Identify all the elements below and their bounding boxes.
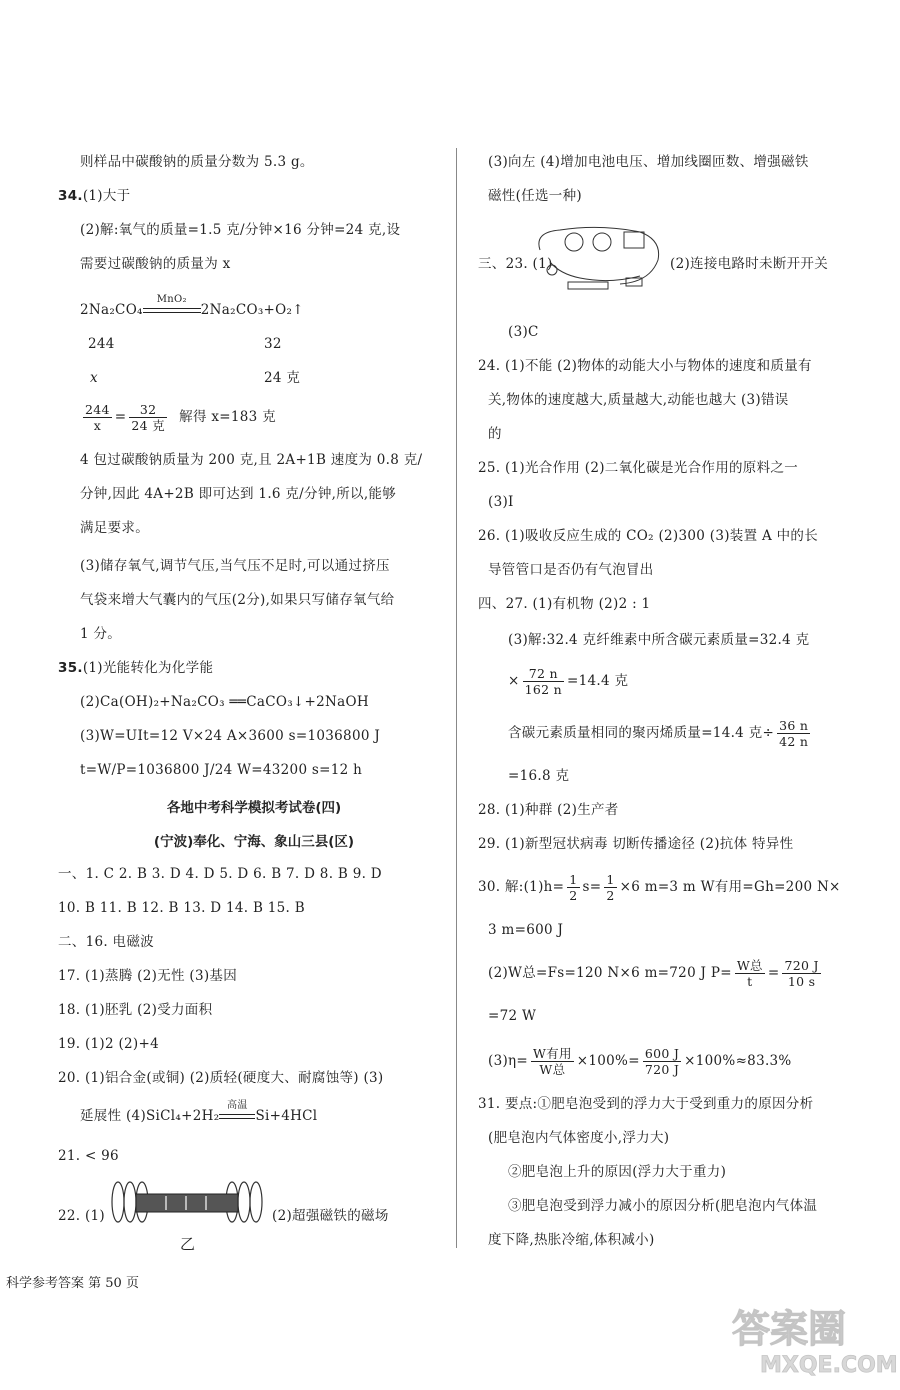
text-line: ②肥皂泡上升的原因(浮力大于重力) (508, 1164, 727, 1180)
text-line: 31. 要点:①肥皂泡受到的浮力大于受到重力的原因分析 (478, 1096, 814, 1112)
text-line: ③肥皂泡受到浮力减小的原因分析(肥皂泡内气体温 (508, 1198, 818, 1214)
text-line: (3)向左 (4)增加电池电压、增加线圈匝数、增强磁铁 (488, 154, 809, 170)
text-line: 17. (1)蒸腾 (2)无性 (3)基因 (58, 968, 238, 984)
text-line: 气袋来增大气囊内的气压(2分),如果只写储存氧气给 (80, 592, 395, 608)
text-line: 的 (488, 426, 502, 442)
text-line: 磁性(任选一种) (488, 188, 582, 204)
text-line: (肥皂泡内气体密度小,浮力大) (488, 1130, 670, 1146)
text-line: 18. (1)胚乳 (2)受力面积 (58, 1002, 213, 1018)
text-line: 19. (1)2 (2)+4 (58, 1036, 159, 1052)
text-line: 25. (1)光合作用 (2)二氧化碳是光合作用的原料之一 (478, 460, 798, 476)
value: 24 克 (264, 370, 301, 386)
text-line: 28. (1)种群 (2)生产者 (478, 802, 619, 818)
text-line: (2)Ca(OH)₂+Na₂CO₃ ══CaCO₃↓+2NaOH (80, 694, 369, 710)
text-line: (2)超强磁铁的磁场 (272, 1208, 389, 1224)
text-line: t=W/P=1036800 J/24 W=43200 s=12 h (80, 762, 363, 778)
mc-answers: 一、1. C 2. B 3. D 4. D 5. D 6. B 7. D 8. B 9. D (58, 866, 382, 882)
q35-line-a: 35.(1)光能转化为化学能 (58, 660, 214, 676)
text-line: (2)连接电路时未断开开关 (670, 256, 829, 272)
chem-equation: 2Na₂CO₄ MnO₂ 2Na₂CO₃+O₂↑ (80, 294, 304, 318)
fraction-line: 含碳元素质量相同的聚丙烯质量=14.4 克÷ $\frac{36 n}{42 n}$ (508, 718, 809, 749)
text-line: 四、27. (1)有机物 (2)2 : 1 (478, 596, 651, 612)
solenoid-figure (106, 1176, 268, 1228)
fraction-line: (3)η= $\frac{\text{W有用}}{\text{W总}}$ ×100%= $\frac{600 J}{720 J}$ ×100%≈83.3% (488, 1046, 792, 1077)
text-line: 20. (1)铝合金(或铜) (2)质轻(硬度大、耐腐蚀等) (3) (58, 1070, 384, 1086)
column-divider (456, 148, 457, 1248)
text-line: 满足要求。 (80, 520, 149, 536)
text-line: 21. < 96 (58, 1148, 119, 1164)
mc-answers: 10. B 11. B 12. B 13. D 14. B 15. B (58, 900, 305, 916)
text-line: =72 W (488, 1008, 537, 1024)
text-line: 需要过碳酸钠的质量为 x (80, 256, 231, 272)
circuit-figure (530, 222, 666, 300)
text-line: 三、23. (1) (478, 256, 553, 272)
figure-label: 乙 (180, 1235, 196, 1253)
text-line: 导管管口是否仍有气泡冒出 (488, 562, 654, 578)
text-line: 29. (1)新型冠状病毒 切断传播途径 (2)抗体 特异性 (478, 836, 794, 852)
text-line: 度下降,热胀冷缩,体积减小) (488, 1232, 655, 1248)
svg-text:答案圈: 答案圈 (732, 1307, 847, 1351)
text-line: 分钟,因此 4A+2B 即可达到 1.6 克/分钟,所以,能够 (80, 486, 397, 502)
text-line: (3)解:32.4 克纤维素中所含碳元素质量=32.4 克 (508, 632, 810, 648)
text-line: 1 分。 (80, 626, 122, 642)
chem-equation: 延展性 (4)SiCl₄+2H₂ 高温 Si+4HCl (80, 1100, 318, 1124)
text-line: (3)Ⅰ (488, 494, 514, 510)
page-footer: 科学参考答案 第 50 页 (6, 1276, 139, 1291)
text-line: 22. (1) (58, 1208, 105, 1224)
value: 32 (264, 336, 282, 352)
text-line: =16.8 克 (508, 768, 570, 784)
text-line: 26. (1)吸收反应生成的 CO₂ (2)300 (3)装置 A 中的长 (478, 528, 819, 544)
text-line: (3)W=UIt=12 V×24 A×3600 s=1036800 J (80, 728, 381, 744)
fraction-line: × $\frac{72 n}{162 n}$ =14.4 克 (508, 666, 629, 697)
text-line: (2)解:氧气的质量=1.5 克/分钟×16 分钟=24 克,设 (80, 222, 401, 238)
value: x (90, 370, 98, 386)
proportion: $\frac{244}{x}$ = $\frac{32}{\text{24 克}}$ 解得 x=183 克 (85, 402, 276, 433)
svg-text:MXQE.COM: MXQE.COM (760, 1353, 898, 1378)
text-line: 二、16. 电磁波 (58, 934, 154, 950)
fraction-line: 30. 解:(1)h= $\frac{1}{2}$ s= $\frac{1}{2}$ ×6 m=3 m W有用=Gh=200 N× (478, 872, 841, 903)
text-line: 3 m=600 J (488, 922, 564, 938)
watermark-logo (730, 1298, 898, 1378)
text-line: 24. (1)不能 (2)物体的动能大小与物体的速度和质量有 (478, 358, 812, 374)
value: 244 (88, 336, 115, 352)
text-line: 则样品中碳酸钠的质量分数为 5.3 g。 (80, 154, 314, 170)
section-heading: 各地中考科学模拟考试卷(四) (166, 800, 342, 816)
q34-line-a: 34.(1)大于 (58, 188, 131, 204)
text-line: 关,物体的速度越大,质量越大,动能也越大 (3)错误 (488, 392, 789, 408)
text-line: (3)C (508, 324, 539, 340)
section-subheading: (宁波)奉化、宁海、象山三县(区) (153, 834, 355, 850)
text-line: 4 包过碳酸钠质量为 200 克,且 2A+1B 速度为 0.8 克/ (80, 452, 423, 468)
text-line: (3)储存氧气,调节气压,当气压不足时,可以通过挤压 (80, 558, 390, 574)
fraction-line: (2)W总=Fs=120 N×6 m=720 J P= $\frac{\text{W总}}{t}$ = $\frac{720 J}{10 s}$ (488, 958, 819, 989)
